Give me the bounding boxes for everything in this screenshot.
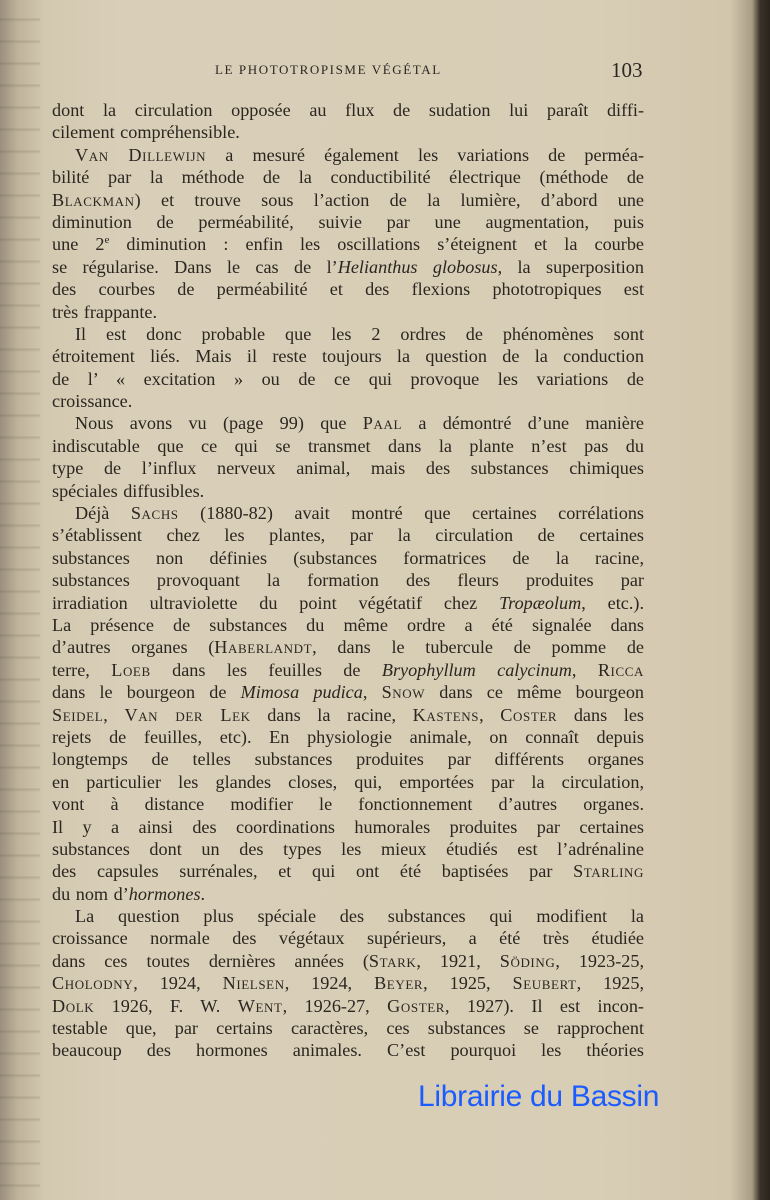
text-run: , 1924,	[133, 973, 223, 994]
author-name: Haberlandt	[214, 637, 313, 658]
running-header: LE PHOTOTROPISME VÉGÉTAL	[215, 62, 442, 77]
text-run: dans la racine,	[250, 704, 413, 725]
author-name: Starling	[573, 861, 644, 882]
italic-term: Bryophyllum calycinum	[381, 659, 572, 680]
text-run: type de l’influx nerveux animal, mais des substances chimiques	[52, 458, 644, 479]
text-line	[52, 726, 644, 748]
italic-term: hormones	[128, 883, 201, 904]
text-run: irradiation ultraviolette du point végétatif chez	[52, 592, 500, 613]
text-run: croissance.	[52, 391, 133, 412]
text-run: (1880-82) avait montré que certaines corrélations	[178, 503, 644, 524]
text-line	[52, 860, 644, 882]
text-run: dans les feuilles de	[150, 659, 382, 680]
text-run: vont à distance modifier le fonctionnement d’autres organes.	[52, 794, 644, 815]
author-name: Beyer	[374, 973, 424, 994]
text-run: 1926, F. W.	[94, 995, 238, 1016]
text-line	[52, 390, 644, 412]
text-line	[52, 256, 644, 278]
text-run: des courbes de perméabilité et des flexions phototropiques est	[52, 279, 644, 300]
text-run: , la superposition	[497, 256, 644, 277]
text-run: d’autres organes (	[52, 637, 215, 658]
author-name: Loeb	[111, 659, 151, 680]
text-run: , 1927). Il est incon-	[445, 995, 644, 1016]
text-run: ,	[103, 704, 125, 725]
text-line	[52, 144, 644, 166]
text-line	[52, 412, 644, 434]
text-run: substances dont un des types les mieux étudiés est l’adrénaline	[52, 838, 644, 859]
page-number: 103	[611, 58, 643, 82]
italic-term: Helianthus globosus	[337, 256, 498, 277]
text-run: substances provoquant la formation des fleurs produites par	[52, 570, 644, 591]
text-line	[52, 189, 644, 211]
italic-term: Mimosa pudica	[240, 682, 363, 703]
author-name: Blackman	[52, 189, 135, 210]
text-run: a mesuré également les variations de perméa-	[206, 144, 645, 165]
text-run: , 1923-25,	[555, 950, 644, 971]
author-name: Sachs	[130, 503, 179, 524]
text-run: croissance normale des végétaux supérieurs, a été très étudiée	[52, 928, 644, 949]
text-run: longtemps de telles substances produites par différents organes	[52, 749, 644, 770]
text-line	[52, 972, 644, 994]
text-line	[52, 838, 644, 860]
text-run: ,	[479, 704, 501, 725]
text-run: dont la circulation opposée au flux de sudation lui paraît diffi-	[52, 100, 644, 120]
author-name: Söding	[499, 950, 556, 971]
text-run: ,	[571, 659, 598, 680]
text-line	[52, 614, 644, 636]
text-run: se régularise. Dans le cas de l’	[52, 256, 338, 277]
text-line	[52, 793, 644, 815]
text-line	[52, 99, 644, 121]
author-name: Goster	[387, 995, 446, 1016]
text-line	[52, 883, 644, 905]
author-name: Van der Lek	[124, 704, 251, 725]
author-name: Seubert	[512, 973, 577, 994]
text-line	[52, 592, 644, 614]
watermark: Librairie du Bassin	[418, 1080, 660, 1113]
text-line	[52, 480, 644, 502]
text-run: dans le bourgeon de	[52, 682, 241, 703]
text-run: , etc.).	[581, 592, 644, 613]
text-run: s’établissent chez les plantes, par la circulation de certaines	[52, 525, 644, 546]
body-text	[52, 99, 644, 1062]
author-name: Snow	[381, 682, 426, 703]
text-line	[52, 748, 644, 770]
text-line	[52, 524, 644, 546]
text-run: indiscutable que ce qui se transmet dans la plante n’est pas du	[52, 435, 644, 456]
text-run: en particulier les glandes closes, qui, emportées par la circulation,	[52, 771, 644, 792]
text-line	[52, 278, 644, 300]
text-run: .	[200, 883, 206, 904]
text-run: bilité par la méthode de la conductibilité électrique (méthode de	[52, 167, 644, 188]
text-run: dans ces toutes dernières années (	[52, 950, 369, 971]
text-line	[52, 816, 644, 838]
text-run: ) et trouve sous l’action de la lumière, d’abord une	[134, 189, 644, 210]
text-run: , 1925,	[576, 973, 645, 994]
text-run: rejets de feuilles, etc). En physiologie animale, on connaît depuis	[52, 726, 644, 747]
text-run: Il est donc probable que les 2 ordres de phénomènes sont	[75, 323, 644, 344]
text-run: étroitement liés. Mais il reste toujours la question de la conduction	[52, 346, 644, 367]
text-line	[52, 121, 644, 143]
text-line	[52, 1017, 644, 1039]
superscript: e	[104, 234, 110, 247]
text-line	[52, 435, 644, 457]
author-name: Seidel	[52, 704, 104, 725]
italic-term: Tropæolum	[499, 592, 582, 613]
text-run: diminution de perméabilité, suivie par une augmentation, puis	[52, 211, 644, 232]
text-run: cilement compréhensible.	[52, 122, 240, 143]
text-line	[52, 681, 644, 703]
text-run: terre,	[52, 659, 112, 680]
text-line	[52, 771, 644, 793]
text-run: , 1924,	[284, 973, 375, 994]
text-run: La présence de substances du même ordre a été signalée dans	[52, 614, 644, 635]
author-name: Paal	[362, 413, 403, 434]
text-line	[52, 233, 644, 255]
author-name: Van Dillewijn	[75, 144, 207, 165]
text-run: , 1921,	[416, 950, 500, 971]
text-line	[52, 1039, 644, 1061]
text-run: ,	[362, 682, 382, 703]
text-run: testable que, par certains caractères, ces substances se rapprochent	[52, 1018, 644, 1039]
text-line	[52, 368, 644, 390]
text-line	[52, 301, 644, 323]
text-line	[52, 502, 644, 524]
author-name: Went	[237, 995, 283, 1016]
text-run: dans ce même bourgeon	[425, 682, 645, 703]
text-run: des capsules surrénales, et qui ont été baptisées par	[52, 861, 574, 882]
author-name: Ricca	[597, 659, 645, 680]
text-run: La question plus spéciale des substances qui modifient la	[75, 906, 644, 927]
text-run: spéciales diffusibles.	[52, 480, 205, 501]
author-name: Dolk	[52, 995, 95, 1016]
text-line	[52, 950, 644, 972]
text-run: beaucoup des hormones animales. C’est pourquoi les théories	[52, 1040, 644, 1061]
author-name: Stark	[368, 950, 417, 971]
text-line	[52, 995, 644, 1017]
text-line	[52, 636, 644, 658]
text-run: Il y a ainsi des coordinations humorales produites par certaines	[52, 816, 644, 837]
text-run: substances non définies (substances formatrices de la racine,	[52, 547, 644, 568]
author-name: Kastens	[412, 704, 480, 725]
text-line	[52, 569, 644, 591]
text-run: , dans le tubercule de pomme de	[312, 637, 644, 658]
author-name: Coster	[500, 704, 558, 725]
text-line	[52, 211, 644, 233]
text-run: de l’ « excitation » ou de ce qui provoque les variations de	[52, 368, 644, 389]
text-line	[52, 345, 644, 367]
text-line	[52, 659, 644, 681]
text-line	[52, 704, 644, 726]
text-run: une 2	[52, 234, 105, 255]
author-name: Nielsen	[222, 973, 285, 994]
page-gutter-shadow	[0, 0, 40, 1200]
text-line	[52, 547, 644, 569]
text-run: très frappante.	[52, 301, 158, 322]
text-run: , 1926-27,	[282, 995, 388, 1016]
text-run: dans les	[557, 704, 644, 725]
text-line	[52, 905, 644, 927]
text-run: Nous avons vu (page 99) que	[75, 413, 363, 434]
text-run: du nom d’	[52, 883, 129, 904]
text-line	[52, 457, 644, 479]
text-run: Déjà	[75, 503, 131, 524]
text-run: , 1925,	[423, 973, 513, 994]
author-name: Cholodny	[52, 973, 134, 994]
text-line	[52, 927, 644, 949]
text-run: diminution : enfin les oscillations s’éteignent et la courbe	[109, 234, 645, 255]
text-run: a démontré d’une manière	[402, 413, 644, 434]
text-line	[52, 166, 644, 188]
text-line	[52, 323, 644, 345]
